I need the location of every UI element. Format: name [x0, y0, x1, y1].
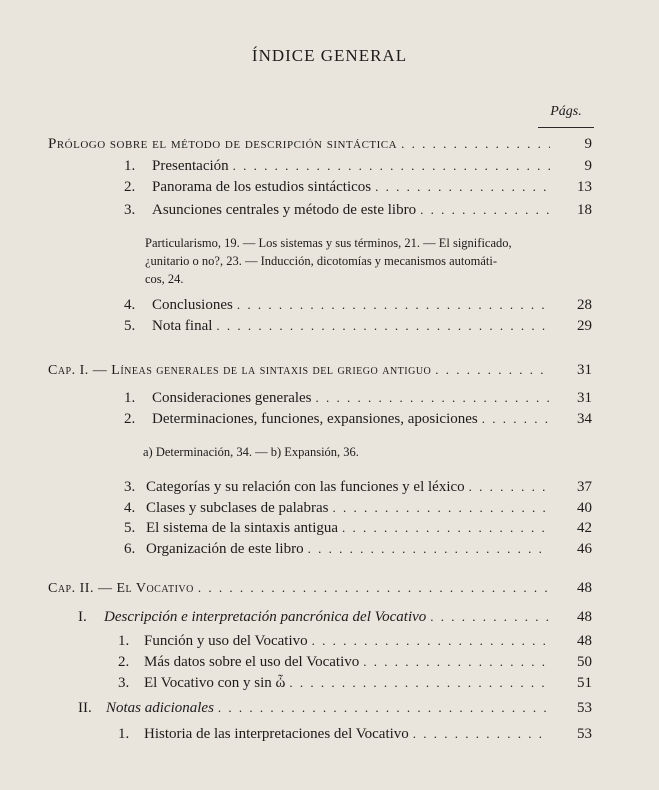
toc-subnote-line: Particularismo, 19. — Los sistemas y sus términos, 21. — El significado, [145, 236, 512, 250]
toc-entry-label: Panorama de los estudios sintácticos [152, 179, 372, 195]
toc-entry-page: 28 [577, 297, 592, 313]
toc-entry [118, 654, 592, 676]
leader-dots [216, 318, 550, 334]
leader-dots [435, 362, 550, 378]
leader-dots [469, 479, 550, 495]
toc-entry-label: Organización de este libro [146, 541, 304, 557]
leader-dots [237, 297, 550, 313]
toc-entry-prologo [48, 136, 592, 158]
toc-entry [124, 158, 592, 180]
toc-entry [124, 202, 592, 224]
toc-entry-page: 31 [577, 362, 592, 378]
toc-entry-page: 48 [577, 580, 592, 596]
toc-entry [124, 411, 592, 433]
toc-entry-label: Cap. II. — El Vocativo [48, 581, 194, 596]
toc-entry-number: 2. [118, 654, 130, 670]
toc-entry-page: 18 [577, 202, 592, 218]
leader-dots [198, 580, 550, 596]
pages-column-label: Págs. [550, 104, 582, 119]
toc-entry-page: 53 [577, 700, 592, 716]
leader-dots [413, 726, 550, 742]
leader-dots [316, 390, 550, 406]
toc-entry-page: 29 [577, 318, 592, 334]
toc-entry-number: 3. [124, 479, 136, 495]
toc-section-2 [78, 700, 592, 722]
leader-dots [312, 633, 550, 649]
toc-entry-number: 1. [118, 633, 130, 649]
toc-entry-number: 4. [124, 500, 136, 516]
toc-entry-cap-1 [48, 362, 592, 384]
toc-entry-page: 34 [577, 411, 592, 427]
toc-entry [124, 520, 592, 542]
toc-entry-label: Asunciones centrales y método de este libro [152, 202, 417, 218]
toc-entry-page: 9 [584, 158, 592, 174]
toc-entry [124, 318, 592, 340]
toc-entry-label: El Vocativo con y sin ὦ [144, 675, 286, 691]
pages-label-rule [538, 127, 594, 128]
toc-entry-number: 3. [118, 675, 130, 691]
toc-entry-number: 1. [124, 158, 136, 174]
toc-entry-page: 13 [577, 179, 592, 195]
toc-entry-page: 42 [577, 520, 592, 536]
toc-entry-number: 6. [124, 541, 136, 557]
toc-entry-label: Conclusiones [152, 297, 233, 313]
toc-subnote [145, 234, 595, 288]
toc-entry-number: 2. [124, 411, 136, 427]
toc-entry-label: Presentación [152, 158, 229, 174]
toc-entry-cap-2 [48, 580, 592, 602]
toc-entry-page: 48 [577, 633, 592, 649]
toc-entry [118, 726, 592, 748]
toc-entry [124, 500, 592, 522]
leader-dots [375, 179, 550, 195]
toc-entry-number: 5. [124, 520, 136, 536]
toc-subnote-line: ¿unitario o no?, 23. — Inducción, dicotomías y mecanismos automáti- [145, 254, 498, 268]
toc-entry-label: Historia de las interpretaciones del Vocativo [144, 726, 409, 742]
toc-entry-page: 48 [577, 609, 592, 625]
toc-entry-page: 31 [577, 390, 592, 406]
toc-entry-number: 2. [124, 179, 136, 195]
toc-entry-label: Prólogo sobre el método de descripción sintáctica [48, 136, 398, 152]
toc-section-1 [78, 609, 592, 631]
toc-entry [124, 390, 592, 412]
toc-entry-label: Más datos sobre el uso del Vocativo [144, 654, 360, 670]
leader-dots [430, 609, 550, 625]
leader-dots [482, 411, 550, 427]
toc-entry-label: Cap. I. — Líneas generales de la sintaxis del griego antiguo [48, 363, 432, 378]
toc-subnote: a) Determinación, 34. — b) Expansión, 36. [143, 445, 359, 459]
toc-entry-label: Función y uso del Vocativo [144, 633, 308, 649]
toc-entry-label: Clases y subclases de palabras [146, 500, 329, 516]
toc-entry-number: II. [78, 700, 92, 716]
leader-dots [218, 700, 550, 716]
toc-entry-label: Consideraciones generales [152, 390, 312, 406]
toc-subnote-line: cos, 24. [145, 272, 184, 286]
leader-dots [420, 202, 550, 218]
leader-dots [233, 158, 550, 174]
toc-entry-page: 53 [577, 726, 592, 742]
toc-entry-page: 40 [577, 500, 592, 516]
page-title: ÍNDICE GENERAL [251, 46, 408, 65]
leader-dots [401, 136, 550, 152]
toc-entry [118, 633, 592, 655]
toc-entry [124, 541, 592, 563]
toc-entry [124, 179, 592, 201]
toc-entry-number: I. [78, 609, 87, 625]
toc-entry-number: 1. [124, 390, 136, 406]
toc-entry-page: 51 [577, 675, 592, 691]
toc-entry-label: El sistema de la sintaxis antigua [146, 520, 339, 536]
toc-entry-number: 1. [118, 726, 130, 742]
toc-entry-page: 9 [584, 136, 592, 152]
toc-entry-page: 37 [577, 479, 592, 495]
toc-entry-label: Descripción e interpretación pancrónica del Vocativo [104, 609, 427, 625]
leader-dots [363, 654, 550, 670]
toc-entry-number: 4. [124, 297, 136, 313]
leader-dots [342, 520, 550, 536]
toc-entry-label: Nota final [152, 318, 213, 334]
toc-entry-label: Categorías y su relación con las funciones y el léxico [146, 479, 465, 495]
toc-entry-page: 46 [577, 541, 592, 557]
leader-dots [289, 675, 550, 691]
leader-dots [308, 541, 550, 557]
toc-entry [124, 297, 592, 319]
toc-entry [124, 479, 592, 501]
toc-entry-label: Notas adicionales [106, 700, 214, 716]
toc-entry-number: 5. [124, 318, 136, 334]
toc-entry-page: 50 [577, 654, 592, 670]
toc-entry-number: 3. [124, 202, 136, 218]
leader-dots [332, 500, 550, 516]
toc-entry [118, 675, 592, 697]
toc-entry-label: Determinaciones, funciones, expansiones, aposiciones [152, 411, 478, 427]
